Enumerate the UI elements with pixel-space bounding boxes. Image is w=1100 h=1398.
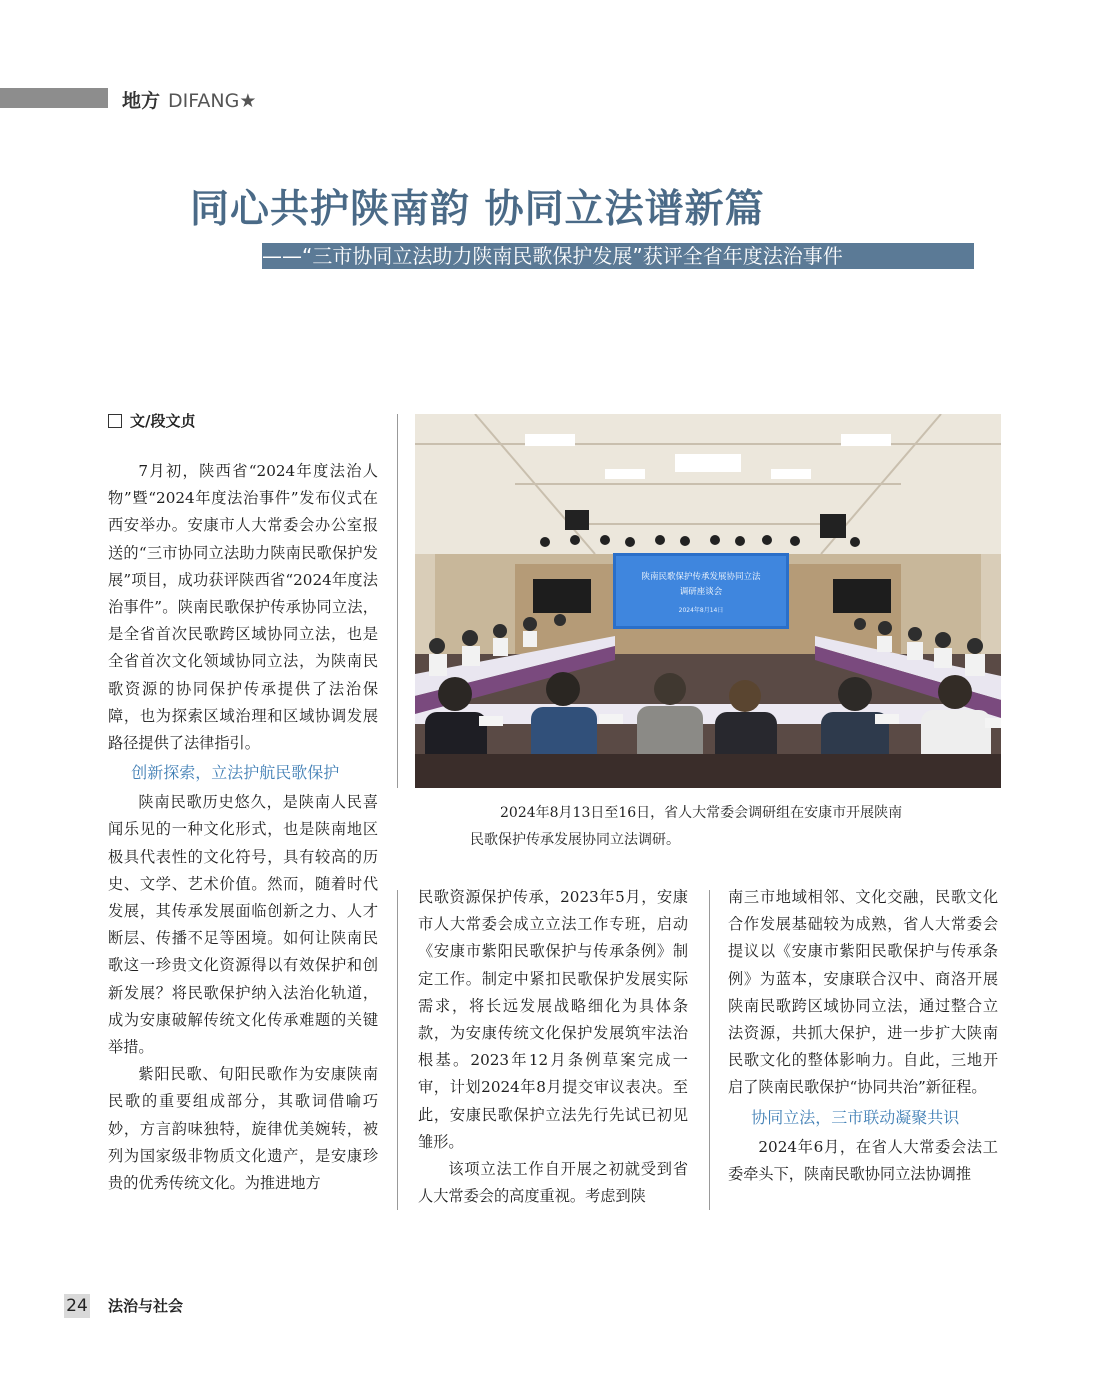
- byline-text: 文/段文贞: [130, 412, 196, 430]
- screen-text-date: 2024年8月14日: [678, 607, 724, 614]
- conference-photo: [415, 414, 1001, 788]
- section-label-en: DIFANG★: [168, 90, 257, 112]
- paragraph: 陕南民歌历史悠久，是陕南人民喜闻乐见的一种文化形式，也是陕南地区极具代表性的文化符号，具有较高的历史、文学、艺术价值。然而，随着时代发展，其传承发展面临创新之力、人才断层、传播不足等困境。如何让陕南民歌这一珍贵文化资源得以有效保护和创新发展？将民歌保护纳入法治化轨道，成为安康破解传统文化传承难题的关键举措。: [108, 793, 378, 1057]
- conference-photo-illustration: [415, 414, 1001, 788]
- paragraph: 南三市地域相邻、文化交融，民歌文化合作发展基础较为成熟，省人大常委会提议以《安康市紫阳民歌保护与传承条例》为蓝本，安康联合汉中、商洛开展陕南民歌跨区域协同立法，通过整合立法资源，共抓大保护，进一步扩大陕南民歌文化的整体影响力。自此，三地开启了陕南民歌保护“协同共治”新征程。: [728, 888, 998, 1097]
- page-number: 24: [64, 1294, 90, 1318]
- column-divider: [397, 414, 398, 788]
- section-heading: 协同立法，三市联动凝聚共识: [751, 1107, 960, 1127]
- byline: [108, 410, 195, 431]
- paragraph: 民歌资源保护传承，2023年5月，安康市人大常委会成立立法工作专班，启动《安康市紫阳民歌保护与传承条例》制定工作。制定中紧扣民歌保护发展实际需求，将长远发展战略细化为具体条款，为安康传统文化保护发展筑牢法治根基。2023年12月条例草案完成一审，计划2024年8月提交审议表决。至此，安康民歌保护立法先行先试已初见雏形。: [418, 888, 688, 1151]
- paragraph: 该项立法工作自开展之初就受到省人大常委会的高度重视。考虑到陕: [418, 1160, 688, 1206]
- photo-caption-line1: 2024年8月13日至16日，省人大常委会调研组在安康市开展陕南: [500, 805, 903, 821]
- paragraph: 2024年6月，在省人大常委会法工委牵头下，陕南民歌协同立法协调推: [728, 1137, 998, 1183]
- column-1: [108, 458, 378, 1197]
- column-2: [418, 884, 688, 1210]
- paragraph: 紫阳民歌、旬阳民歌作为安康陕南民歌的重要组成部分，其歌词借喻巧妙，方言韵味独特，旋律优美婉转，被列为国家级非物质文化遗产，是安康珍贵的优秀传统文化。为推进地方: [108, 1065, 378, 1193]
- byline-box-icon: [108, 414, 122, 428]
- section-heading: 创新探索，立法护航民歌保护: [131, 763, 340, 783]
- section-bar: [0, 88, 108, 108]
- section-label: [122, 86, 256, 113]
- article-subtitle: ——“三市协同立法助力陕南民歌保护发展”获评全省年度法治事件: [262, 244, 843, 268]
- screen-text-line1: 陕南民歌保护传承发展协同立法: [641, 572, 761, 582]
- photo-caption-line2: 民歌保护传承发展协同立法调研。: [470, 832, 680, 848]
- paragraph: 7月初，陕西省“2024年度法治人物”暨“2024年度法治事件”发布仪式在西安举办。安康市人大常委会办公室报送的“三市协同立法助力陕南民歌保护发展”项目，成功获评陕西省“2024年度法治事件”。陕南民歌保护传承协同立法，是全省首次民歌跨区域协同立法，也是全省首次文化领域协同立法，为陕南民歌资源的协同保护传承提供了法治保障，也为探索区域治理和区域协调发展路径提供了法律指引。: [108, 462, 378, 753]
- section-label-cn: 地方: [122, 90, 161, 112]
- column-divider: [709, 890, 710, 1210]
- article-title: 同心共护陕南韵 协同立法谱新篇: [190, 187, 765, 232]
- column-divider: [397, 890, 398, 1210]
- photo-caption: [470, 800, 970, 854]
- screen-text-line2: 调研座谈会: [679, 587, 723, 597]
- magazine-name: 法治与社会: [108, 1297, 184, 1315]
- column-3: [728, 884, 998, 1188]
